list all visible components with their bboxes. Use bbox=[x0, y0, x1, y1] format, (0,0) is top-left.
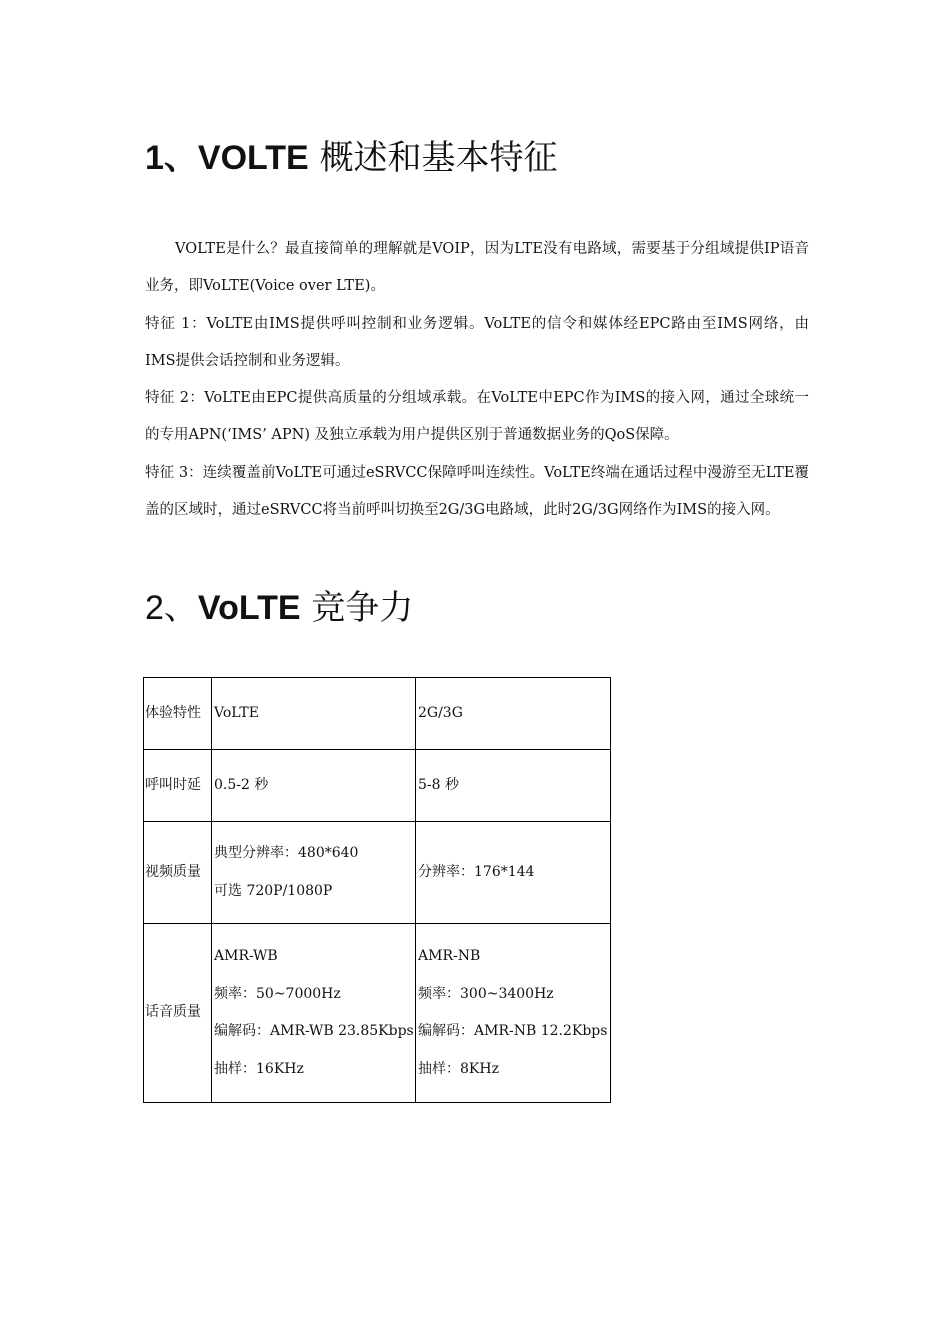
paragraph-feature-2: 特征 2：VoLTE由EPC提供高质量的分组域承载。在VoLTE中EPC作为IMS的接入网，通过全球统一的专用APN(‘IMS’ APN) 及独立承载为用户提供区别于普通数据业务的QoS保障。 bbox=[145, 390, 809, 444]
cell-line: 分辨率：176*144 bbox=[418, 863, 535, 880]
cell-line: VoLTE bbox=[214, 704, 259, 721]
table-row bbox=[144, 750, 611, 822]
section-1-title: 概述和基本特征 bbox=[319, 138, 558, 178]
volte-cell bbox=[212, 822, 416, 924]
comparison-table bbox=[143, 677, 611, 1103]
section-2-title: 竞争力 bbox=[311, 588, 414, 628]
row-label: 体验特性 bbox=[144, 678, 212, 750]
paragraph-intro: VOLTE是什么？最直接简单的理解就是VOIP，因为LTE没有电路域，需要基于分组域提供IP语音业务，即VoLTE(Voice over LTE)。 bbox=[145, 241, 809, 295]
table-row bbox=[144, 822, 611, 924]
cell-line: 2G/3G bbox=[418, 704, 463, 721]
cell-line: 编解码：AMR-WB 23.85Kbps bbox=[214, 1023, 414, 1039]
section-1-heading bbox=[145, 136, 558, 180]
cell-line: 0.5-2 秒 bbox=[214, 776, 269, 793]
cell-line: AMR-WB bbox=[214, 948, 278, 964]
section-2-latin: VoLTE bbox=[197, 589, 301, 627]
row-label: 呼叫时延 bbox=[144, 750, 212, 822]
legacy-cell bbox=[416, 750, 611, 822]
cell-line: 抽样：8KHz bbox=[418, 1060, 499, 1077]
cell-line: 抽样：16KHz bbox=[214, 1060, 304, 1077]
table-row bbox=[144, 924, 611, 1103]
cell-line: AMR-NB bbox=[418, 948, 481, 964]
cell-line: 典型分辨率：480*640 bbox=[214, 845, 359, 861]
volte-cell bbox=[212, 750, 416, 822]
section-1-number: 1、 bbox=[145, 139, 198, 177]
section-1-body bbox=[145, 231, 809, 529]
legacy-cell bbox=[416, 678, 611, 750]
section-1-latin: VOLTE bbox=[197, 139, 309, 177]
table-row bbox=[144, 678, 611, 750]
section-2-number: 2、 bbox=[145, 589, 198, 627]
row-label: 视频质量 bbox=[144, 822, 212, 924]
cell-line: 频率：300~3400Hz bbox=[418, 985, 554, 1002]
paragraph-feature-3: 特征 3：连续覆盖前VoLTE可通过eSRVCC保障呼叫连续性。VoLTE终端在通话过程中漫游至无LTE覆盖的区域时，通过eSRVCC将当前呼叫切换至2G/3G电路域，此时2G/3G网络作为IMS的接入网。 bbox=[145, 464, 809, 519]
paragraph-feature-1: 特征 1：VoLTE由IMS提供呼叫控制和业务逻辑。VoLTE的信令和媒体经EPC路由至IMS网络，由IMS提供会话控制和业务逻辑。 bbox=[145, 315, 809, 369]
legacy-cell bbox=[416, 924, 611, 1103]
volte-cell bbox=[212, 678, 416, 750]
volte-cell bbox=[212, 924, 416, 1103]
cell-line: 5-8 秒 bbox=[418, 776, 459, 793]
cell-line: 可选 720P/1080P bbox=[214, 882, 333, 899]
cell-line: 频率：50~7000Hz bbox=[214, 985, 341, 1002]
cell-line: 编解码：AMR-NB 12.2Kbps bbox=[418, 1023, 608, 1039]
section-2-heading bbox=[145, 586, 413, 630]
legacy-cell bbox=[416, 822, 611, 924]
row-label: 话音质量 bbox=[144, 924, 212, 1103]
